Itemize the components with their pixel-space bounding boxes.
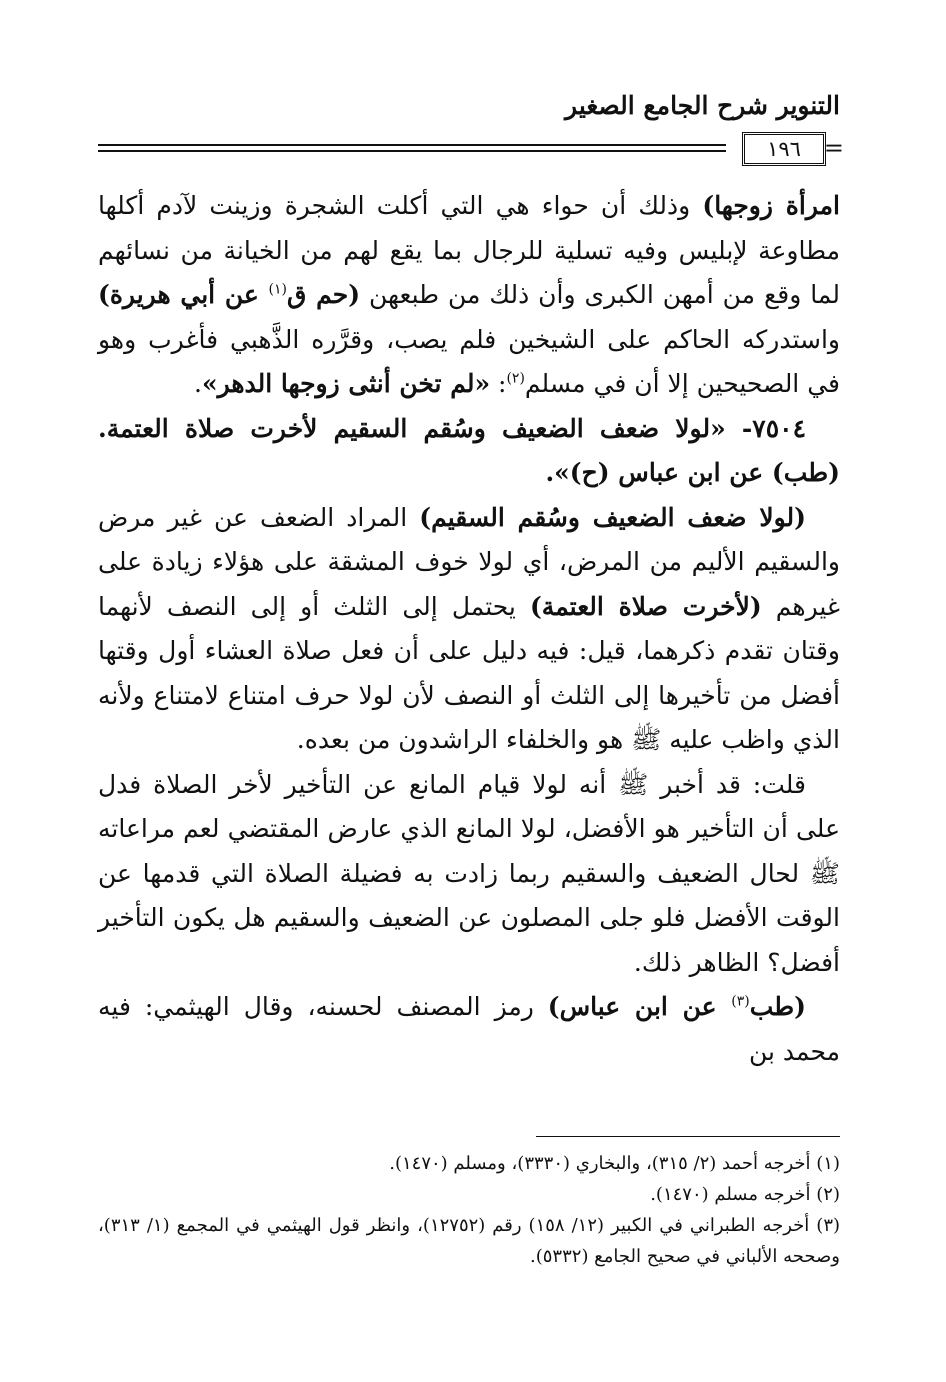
footnotes (98, 1148, 840, 1272)
commentary-text: واستدركه الحاكم على الشيخين فلم يصب، وقرَّره الذَّهبي فأغرب وهو في الصحيحين إلا أن في مسلم (98, 324, 840, 398)
commentary-text: يحتمل إلى الثلث أو إلى النصف لأنهما وقتان تقدم ذكرهما، قيل: فيه دليل على أن فعل صلاة العشاء أول وقتها أفضل من تأخيرها إلى الثلث أو النصف لأن لولا حرف امتناع لامتناع ولأنه الذي واظب عليه ﷺ هو والخلفاء الراشدون من بعده. (98, 591, 840, 754)
narrator-reference: عن ابن عباس) (547, 992, 732, 1021)
quoted-phrase: (لأخرت صلاة العتمة) (529, 591, 762, 621)
commentary-text: . (193, 369, 202, 398)
hadith-text: «لولا ضعف الضعيف وسُقم السقيم لأخرت صلاة العتمة. (طب) عن ابن عباس (ح)». (98, 413, 840, 487)
paragraph-commentary-1 (98, 184, 840, 407)
running-title: التنوير شرح الجامع الصغير (565, 91, 840, 120)
paragraph-commentary-2 (98, 496, 840, 763)
quoted-hadith: «لم تخن أنثى زوجها الدهر» (201, 369, 491, 398)
commentary-text: قلت: قد أخبر ﷺ أنه لولا قيام المانع عن التأخير لأخر الصلاة فدل على أن التأخير هو الأفضل، لولا المانع الذي عارض المقتضي لعم مراعاته ﷺ لحال الضعيف والسقيم ربما زادت به فضيلة الصلاة التي قدمها عن الوقت الأفضل فلو جلى المصلون عن الضعيف والسقيم هل يكون التأخير أفضل؟ الظاهر ذلك. (98, 769, 840, 977)
footnote-marker-3[interactable]: (٣) (731, 993, 750, 1010)
main-text (98, 184, 840, 1074)
footnote-3: (٣) أخرجه الطبراني في الكبير (١٢/ ١٥٨) رقم (١٢٧٥٢)، وانظر قول الهيثمي في المجمع (١/ ٣١٣)، وصححه الألباني في صحيح الجامع (٥٣٣٢). (98, 1215, 841, 1267)
header-corner-mark: = (823, 134, 844, 162)
footnote-marker-1[interactable]: (١) (268, 281, 287, 298)
footnote-1: (١) أخرجه أحمد (٢/ ٣١٥)، والبخاري (٣٣٣٠)، ومسلم (١٤٧٠). (389, 1153, 840, 1174)
quoted-phrase: امرأة زوجها) (702, 191, 840, 220)
commentary-text: : (490, 369, 507, 398)
page (98, 86, 844, 1326)
commentary-text: رمز المصنف لحسنه، وقال الهيثمي: فيه محمد بن (98, 992, 840, 1066)
header-rule (98, 144, 726, 152)
footnote-2: (٢) أخرجه مسلم (١٤٧٠). (650, 1184, 840, 1205)
hadith-number: ٧٥٠٤- (725, 413, 806, 443)
commentary-text: المراد الضعف عن غير مرض والسقيم الأليم من المرض، أي لولا خوف المشقة على هؤلاء زيادة على غيرهم (98, 502, 840, 621)
source-reference: (طب (749, 992, 806, 1021)
paragraph-commentary-4 (98, 985, 840, 1074)
quoted-phrase: (لولا ضعف الضعيف وسُقم السقيم) (419, 502, 806, 532)
footnote-marker-2[interactable]: (٢) (506, 370, 525, 387)
commentary-text: وذلك أن حواء هي التي أكلت الشجرة وزينت لآدم أكلها مطاوعة لإبليس وفيه تسلية للرجال بما يقع لهم من الخيانة من نسائهم لما وقع من أمهن الكبرى وأن ذلك من طبعهن (98, 191, 840, 309)
narrator-reference: عن أبي هريرة) (98, 280, 269, 309)
source-reference: (حم ق (286, 280, 361, 309)
page-number: ١٩٦ (742, 132, 826, 166)
footnote-separator (536, 1136, 840, 1137)
hadith-entry (98, 407, 840, 496)
paragraph-commentary-3 (98, 763, 840, 986)
